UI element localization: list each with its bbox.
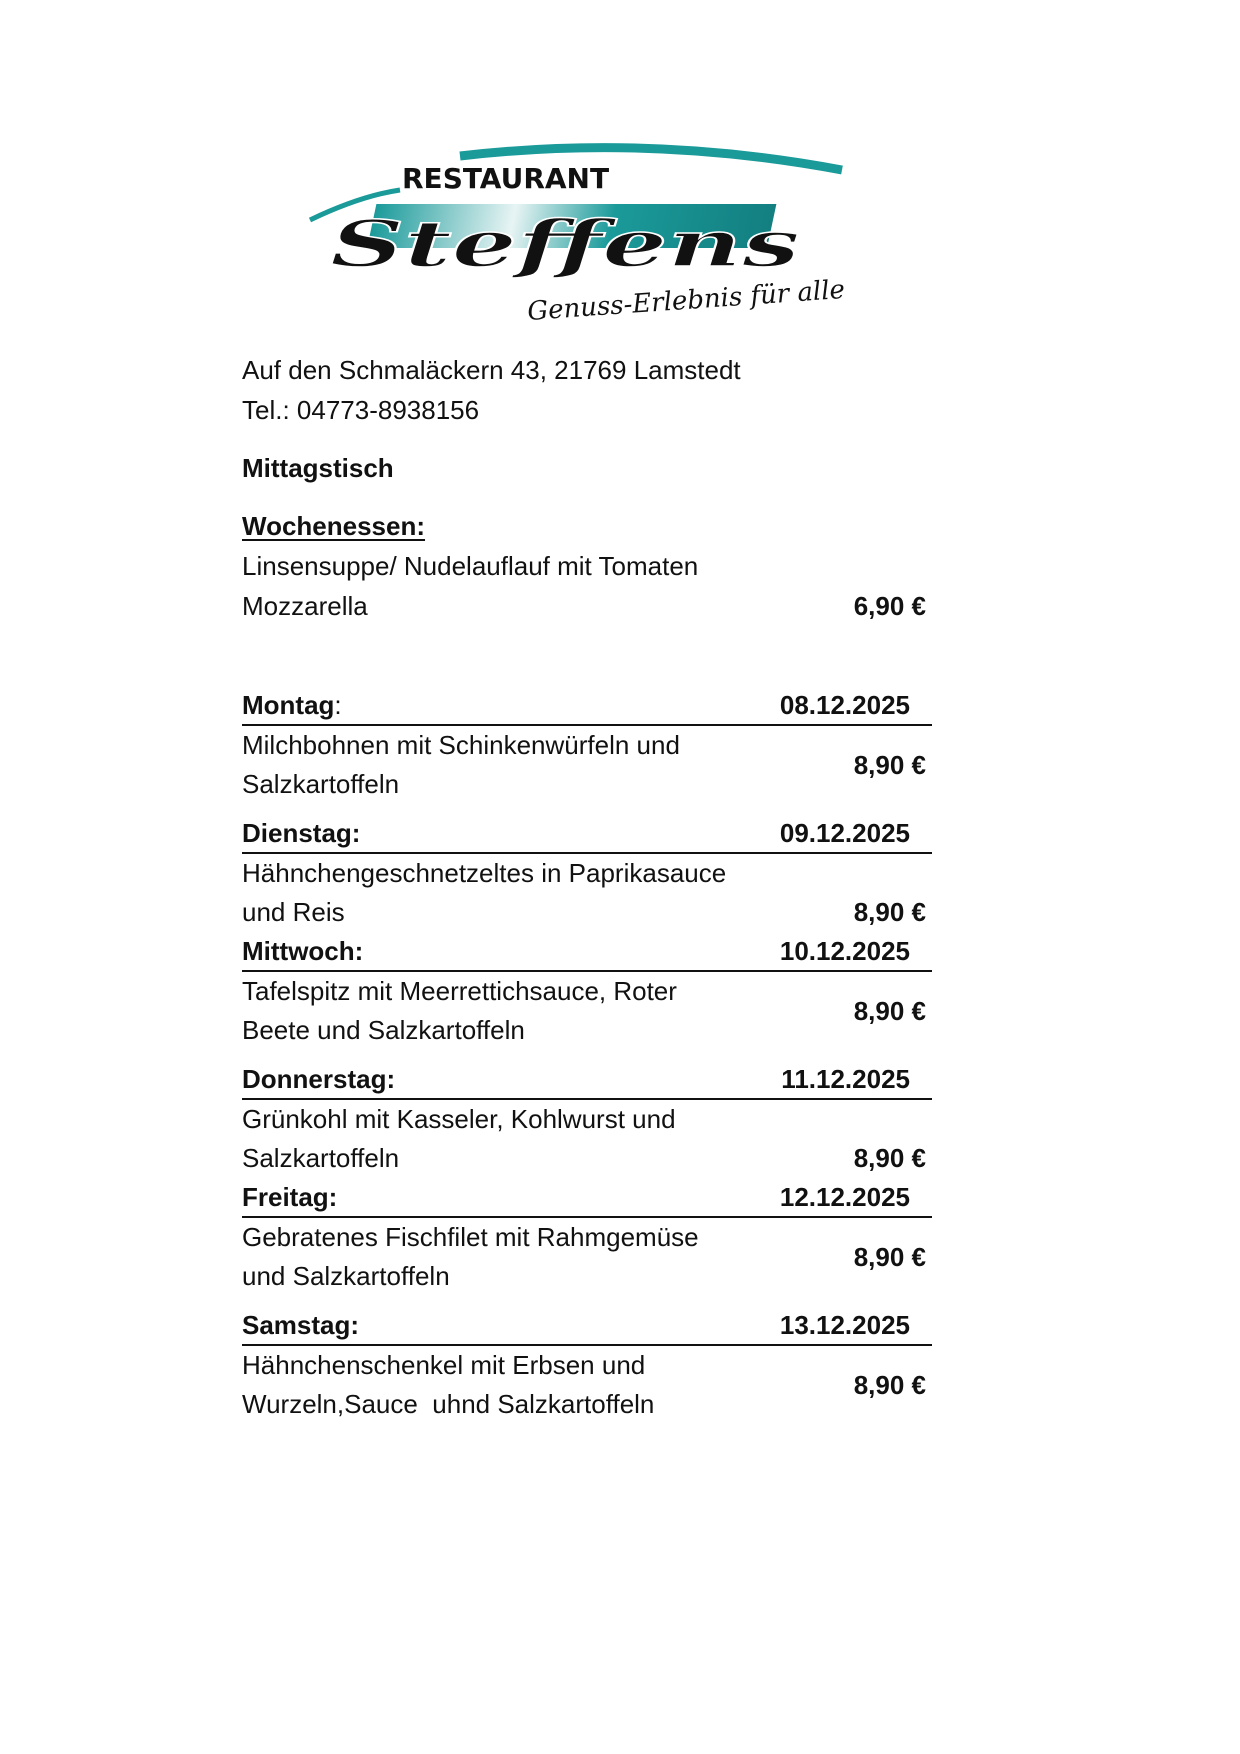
dish-line-2: Wurzeln,Sauce uhnd Salzkartoffeln xyxy=(242,1389,655,1419)
dish xyxy=(242,1100,932,1178)
dish-line-1: Milchbohnen mit Schinkenwürfeln und xyxy=(242,730,680,760)
dish-price: 8,90 € xyxy=(853,1370,926,1400)
day-header xyxy=(242,1306,932,1346)
weekly-section xyxy=(242,506,932,626)
day-entry-samstag xyxy=(242,1306,932,1424)
day-entry-mittwoch xyxy=(242,932,932,1050)
day-date: 10.12.2025 xyxy=(779,936,910,966)
dish xyxy=(242,1346,932,1424)
day-header xyxy=(242,1178,932,1218)
dish-line-1: Tafelspitz mit Meerrettichsauce, Roter xyxy=(242,976,677,1006)
logo-name: Steffens xyxy=(330,207,800,282)
day-list xyxy=(242,686,932,1424)
weekly-dish-line-1: Linsensuppe/ Nudelauflauf mit Tomaten xyxy=(242,551,699,581)
day-colon: : xyxy=(334,690,342,720)
day-name: Mittwoch: xyxy=(242,936,364,966)
dish-line-1: Hähnchengeschnetzeltes in Paprikasauce xyxy=(242,858,727,888)
restaurant-logo xyxy=(290,140,860,340)
day-header xyxy=(242,932,932,972)
dish-price: 8,90 € xyxy=(853,750,926,780)
weekly-dish xyxy=(242,546,932,626)
day-name: Samstag: xyxy=(242,1310,360,1340)
day-header xyxy=(242,1060,932,1100)
weekly-dish-line-2: Mozzarella xyxy=(242,591,368,621)
day-entry-freitag xyxy=(242,1178,932,1296)
day-name: Freitag: xyxy=(242,1182,338,1212)
address: Auf den Schmaläckern 43, 21769 Lamstedt xyxy=(242,355,741,385)
dish-line-1: Hähnchenschenkel mit Erbsen und xyxy=(242,1350,646,1380)
menu-content xyxy=(242,350,932,1424)
logo-tagline: Genuss-Erlebnis für alle xyxy=(526,274,846,327)
dish-line-2: Salzkartoffeln xyxy=(242,769,400,799)
day-name: Donnerstag: xyxy=(242,1064,396,1094)
day-entry-dienstag xyxy=(242,814,932,932)
day-entry-montag xyxy=(242,686,932,804)
dish-line-2: Salzkartoffeln xyxy=(242,1143,400,1173)
day-name: Dienstag: xyxy=(242,818,361,848)
day-header xyxy=(242,686,932,726)
logo-restaurant-word: RESTAURANT xyxy=(402,162,610,195)
dish-price: 8,90 € xyxy=(853,996,926,1026)
weekly-price: 6,90 € xyxy=(853,591,926,621)
logo-graphic xyxy=(290,140,860,340)
dish xyxy=(242,854,932,932)
day-date: 13.12.2025 xyxy=(779,1310,910,1340)
dish-line-2: Beete und Salzkartoffeln xyxy=(242,1015,525,1045)
dish-line-2: und Reis xyxy=(242,897,345,927)
dish-line-1: Grünkohl mit Kasseler, Kohlwurst und xyxy=(242,1104,676,1134)
section-title: Mittagstisch xyxy=(242,453,394,483)
dish-price: 8,90 € xyxy=(853,1143,926,1173)
dish-line-2: und Salzkartoffeln xyxy=(242,1261,450,1291)
day-name: Montag xyxy=(242,690,335,720)
weekly-label: Wochenessen: xyxy=(242,511,426,541)
dish xyxy=(242,726,932,804)
day-date: 12.12.2025 xyxy=(779,1182,910,1212)
dish-price: 8,90 € xyxy=(853,1242,926,1272)
dish xyxy=(242,1218,932,1296)
dish xyxy=(242,972,932,1050)
phone: Tel.: 04773-8938156 xyxy=(242,395,480,425)
day-header xyxy=(242,814,932,854)
day-entry-donnerstag xyxy=(242,1060,932,1178)
day-date: 08.12.2025 xyxy=(779,690,910,720)
day-date: 11.12.2025 xyxy=(781,1064,910,1094)
day-date: 09.12.2025 xyxy=(779,818,910,848)
dish-line-1: Gebratenes Fischfilet mit Rahmgemüse xyxy=(242,1222,699,1252)
dish-price: 8,90 € xyxy=(853,897,926,927)
